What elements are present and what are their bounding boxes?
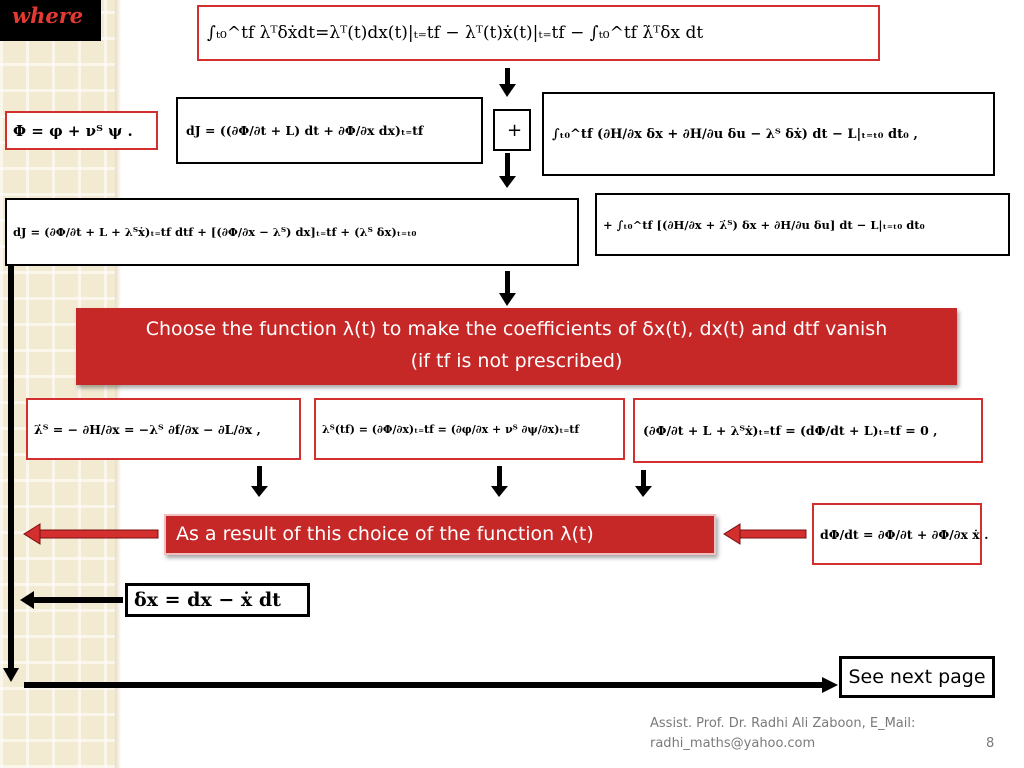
footer-email: radhi_maths@yahoo.com <box>650 736 816 751</box>
where-label: where <box>0 0 101 41</box>
transversality-box <box>633 398 983 463</box>
result-banner-text: As a result of this choice of the function λ(t) <box>176 523 594 545</box>
choose-banner-line2: (if tf is not prescribed) <box>410 350 623 372</box>
bottom-arrow-head <box>822 677 838 693</box>
result-banner <box>164 514 716 555</box>
choose-banner-line1: Choose the function λ(t) to make the coefficients of δx(t), dx(t) and dtf vanish <box>145 318 888 340</box>
integral-second-equation: + ∫ₜ₀^tf [(∂H/∂x + λ̇ᵀ) δx + ∂H/∂u δu] dt − L|ₜ₌ₜ₀ dt₀ <box>603 217 925 232</box>
top-integral-box <box>197 5 880 61</box>
footer-author: Assist. Prof. Dr. Radhi Ali Zaboon, E_Mail: <box>650 716 916 731</box>
arrow-down-1 <box>505 68 510 86</box>
arrow-down-3-head <box>499 293 516 306</box>
arrow-down-6 <box>641 470 646 488</box>
red-arrow-right-head <box>724 524 740 544</box>
see-next-page-label: See next page <box>848 666 986 688</box>
integral-second-box <box>595 193 1010 256</box>
costate-box <box>26 398 301 460</box>
arrow-down-2 <box>505 153 510 179</box>
plus-sign: + <box>507 119 523 141</box>
arrow-down-1-head <box>499 84 516 97</box>
dj-second-equation: dJ = (∂Φ/∂t + L + λᵀẋ)ₜ₌tf dtf + [(∂Φ/∂x − λᵀ) dx]ₜ₌tf + (λᵀ δx)ₜ₌ₜ₀ <box>13 225 417 239</box>
choose-function-banner <box>76 308 957 385</box>
arrow-down-4-head <box>251 486 268 497</box>
total-derivative-equation: dΦ/dt = ∂Φ/∂t + ∂Φ/∂x ẋ . <box>820 526 989 542</box>
arrow-down-5 <box>497 466 502 488</box>
transversality-equation: (∂Φ/∂t + L + λᵀẋ)ₜ₌tf = (dΦ/dt + L)ₜ₌tf = 0 , <box>643 423 938 438</box>
arrow-down-5-head <box>491 486 508 497</box>
arrow-down-3 <box>505 271 510 295</box>
delta-x-equation: δx = dx − ẋ dt <box>134 589 281 611</box>
red-arrow-right-line <box>738 530 806 538</box>
arrow-down-4 <box>257 466 262 488</box>
phi-definition: Φ = φ + νᵀ ψ . <box>13 121 133 140</box>
integral-h-box <box>542 92 995 176</box>
arrow-down-2-head <box>499 176 516 188</box>
plus-box <box>493 109 531 151</box>
page-number: 8 <box>986 736 995 751</box>
dj-first-equation: dJ = ((∂Φ/∂t + L) dt + ∂Φ/∂x dx)ₜ₌tf <box>186 123 424 138</box>
phi-definition-box <box>5 111 158 150</box>
costate-equation: λ̇ᵀ = − ∂H/∂x = −λᵀ ∂f/∂x − ∂L/∂x , <box>34 421 261 437</box>
see-next-page-button[interactable] <box>839 656 995 698</box>
top-integral-equation: ∫ₜ₀^tf λᵀδẋdt=λᵀ(t)dx(t)|ₜ₌tf − λᵀ(t)ẋ(t)|ₜ₌tf − ∫ₜ₀^tf λ̇ᵀδx dt <box>207 23 704 43</box>
total-derivative-box <box>812 503 989 565</box>
delta-x-box <box>125 583 310 617</box>
terminal-lambda-box <box>314 398 625 460</box>
arrow-down-6-head <box>635 486 652 497</box>
dj-first-box <box>176 97 483 164</box>
terminal-lambda-equation: λᵀ(tf) = (∂Φ/∂x)ₜ₌tf = (∂φ/∂x + νᵀ ∂ψ/∂x)ₜ₌tf <box>322 422 580 436</box>
integral-h-equation: ∫ₜ₀^tf (∂H/∂x δx + ∂H/∂u δu − λᵀ δẋ) dt − L|ₜ₌ₜ₀ dt₀ , <box>552 126 918 142</box>
dj-second-box <box>5 198 579 266</box>
bottom-arrow-line <box>24 682 824 688</box>
